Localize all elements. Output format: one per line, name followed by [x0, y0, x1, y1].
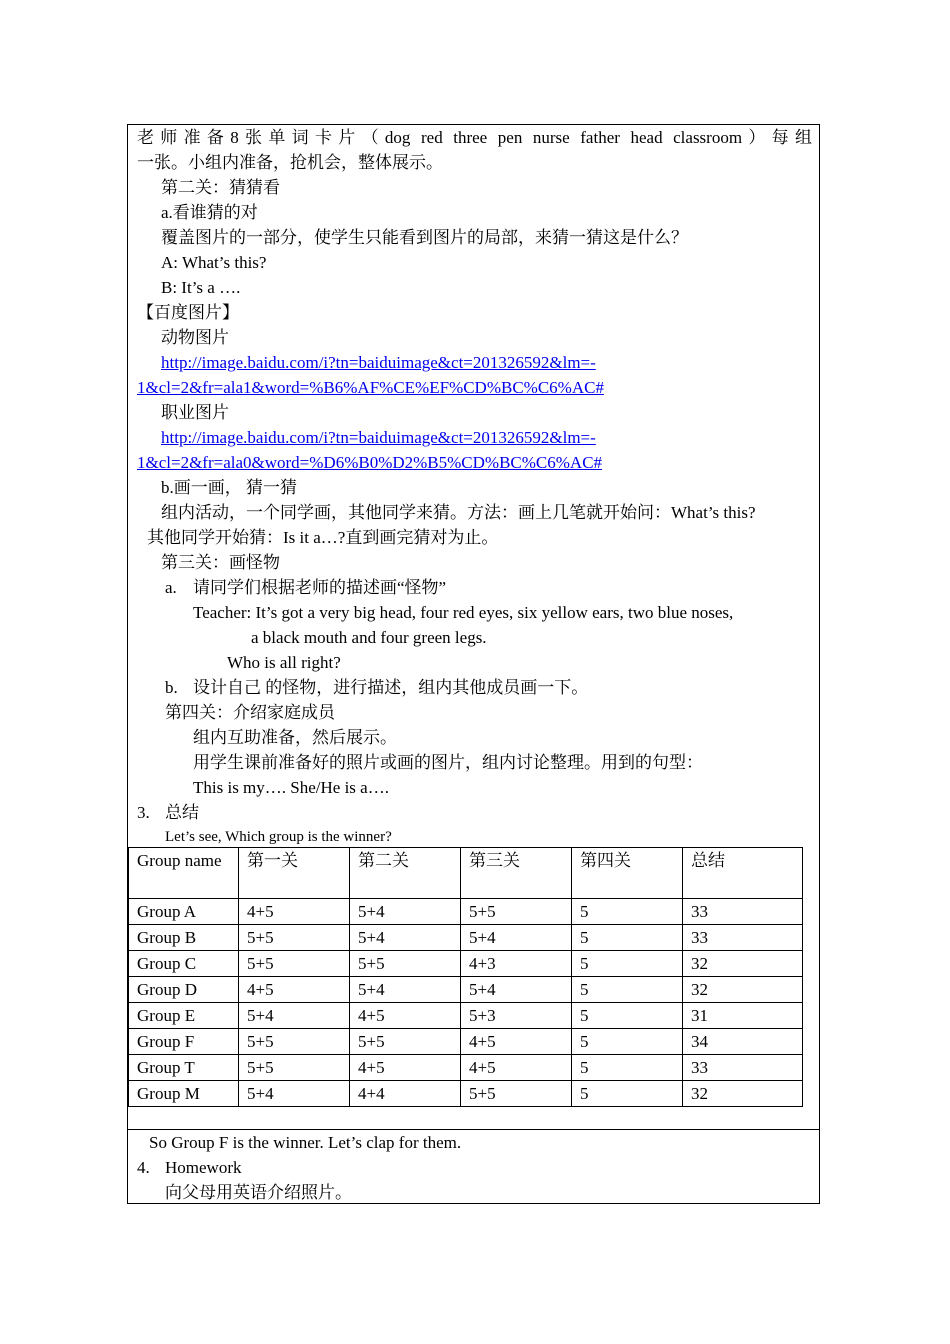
table-header-cell: 第一关	[239, 848, 350, 899]
level-2-activity-a: a.看谁猜的对	[161, 203, 258, 222]
table-cell: 5	[572, 1081, 683, 1107]
table-cell: 5	[572, 1055, 683, 1081]
table-cell: 5+5	[239, 925, 350, 951]
job-images-link-part-1[interactable]: http://image.baidu.com/i?tn=baiduimage&ct=201326592&lm=-	[161, 428, 596, 447]
animal-images-label: 动物图片	[161, 328, 229, 347]
table-cell: Group E	[129, 1003, 239, 1029]
table-cell: 5	[572, 1003, 683, 1029]
table-cell: 31	[683, 1003, 803, 1029]
table-cell: 5+5	[461, 899, 572, 925]
table-cell: 33	[683, 925, 803, 951]
table-cell: 4+3	[461, 951, 572, 977]
table-row	[129, 1003, 803, 1029]
table-cell: 4+5	[461, 1029, 572, 1055]
winner-statement: So Group F is the winner. Let’s clap for them.	[149, 1133, 462, 1152]
level-4-sentence-pattern: This is my…. She/He is a….	[193, 778, 389, 797]
table-cell: 5+5	[350, 951, 461, 977]
level-2-title: 第二关：猜猜看	[161, 178, 280, 197]
table-cell: 4+5	[239, 977, 350, 1003]
level-4-description-1: 组内互助准备，然后展示。	[193, 728, 397, 747]
table-cell: 5+4	[350, 899, 461, 925]
level-2-activity-b-description-1: 组内活动，一个同学画，其他同学来猜。方法：画上几笔就开始问：What’s this?	[161, 503, 756, 522]
table-cell: 5+5	[461, 1081, 572, 1107]
table-row	[129, 951, 803, 977]
table-cell: Group M	[129, 1081, 239, 1107]
dialog-answer: B: It’s a ….	[161, 278, 241, 297]
table-row	[129, 925, 803, 951]
table-cell: 5+4	[350, 977, 461, 1003]
level-3-item-a-marker: a.	[165, 578, 177, 597]
section-divider	[127, 1129, 820, 1130]
table-cell: 5+4	[239, 1081, 350, 1107]
table-cell: 5	[572, 951, 683, 977]
level-2-activity-b-description-2: 其他同学开始猜：Is it a…?直到画完猜对为止。	[147, 528, 499, 547]
table-cell: Group D	[129, 977, 239, 1003]
table-cell: 32	[683, 951, 803, 977]
level-2-activity-b: b.画一画， 猜一猜	[161, 478, 297, 497]
table-cell: 32	[683, 977, 803, 1003]
winner-question: Let’s see, Which group is the winner?	[165, 829, 392, 845]
level-3-item-b-text: 设计自己 的怪物，进行描述，组内其他成员画一下。	[193, 678, 589, 697]
teacher-description-line-3: Who is all right?	[227, 653, 341, 672]
job-images-label: 职业图片	[161, 403, 229, 422]
table-cell: 5+5	[239, 951, 350, 977]
table-header-cell: 总结	[683, 848, 803, 899]
teacher-description-line-1: Teacher: It’s got a very big head, four red eyes, six yellow ears, two blue noses,	[193, 603, 734, 622]
table-cell: 4+5	[239, 899, 350, 925]
table-cell: 5+5	[239, 1029, 350, 1055]
animal-images-link-part-1[interactable]: http://image.baidu.com/i?tn=baiduimage&ct=201326592&lm=-	[161, 353, 596, 372]
table-header-cell: 第四关	[572, 848, 683, 899]
table-cell: Group B	[129, 925, 239, 951]
table-cell: Group F	[129, 1029, 239, 1055]
table-cell: 5+4	[461, 925, 572, 951]
teacher-description-line-2: a black mouth and four green legs.	[251, 628, 487, 647]
table-cell: 34	[683, 1029, 803, 1055]
homework-description: 向父母用英语介绍照片。	[165, 1183, 352, 1202]
table-cell: 5+4	[239, 1003, 350, 1029]
table-header-row	[129, 848, 803, 899]
table-cell: 5	[572, 899, 683, 925]
table-cell: 5+3	[461, 1003, 572, 1029]
table-row	[129, 1029, 803, 1055]
dialog-question: A: What’s this?	[161, 253, 267, 272]
table-cell: 32	[683, 1081, 803, 1107]
table-header-cell: Group name	[129, 848, 239, 899]
table-cell: Group T	[129, 1055, 239, 1081]
table-cell: 33	[683, 899, 803, 925]
summary-marker: 3.	[137, 803, 150, 822]
level-2-activity-a-description: 覆盖图片的一部分，使学生只能看到图片的局部，来猜一猜这是什么？	[161, 228, 688, 247]
table-row	[129, 977, 803, 1003]
level-3-title: 第三关：画怪物	[161, 553, 280, 572]
table-cell: 5	[572, 925, 683, 951]
table-cell: 5+4	[350, 925, 461, 951]
card-prep-line-2: 一张。小组内准备，抢机会，整体展示。	[137, 153, 443, 172]
homework-marker: 4.	[137, 1158, 150, 1177]
table-row	[129, 899, 803, 925]
table-cell: 5+5	[350, 1029, 461, 1055]
table-cell: 33	[683, 1055, 803, 1081]
homework-title: Homework	[165, 1158, 242, 1177]
baidu-images-label: 【百度图片】	[137, 303, 239, 322]
card-prep-line-1: 老师准备8张单词卡片（dog red three pen nurse father head classroom）每组	[137, 128, 812, 147]
table-header-cell: 第二关	[350, 848, 461, 899]
table-cell: 5+5	[239, 1055, 350, 1081]
table-cell: 4+5	[461, 1055, 572, 1081]
level-3-item-a-text: 请同学们根据老师的描述画“怪物”	[193, 578, 447, 597]
table-cell: Group A	[129, 899, 239, 925]
table-cell: 4+5	[350, 1003, 461, 1029]
level-4-description-2: 用学生课前准备好的照片或画的图片，组内讨论整理。用到的句型：	[193, 753, 703, 772]
table-header-cell: 第三关	[461, 848, 572, 899]
level-4-title: 第四关：介绍家庭成员	[165, 703, 335, 722]
table-row	[129, 1055, 803, 1081]
table-cell: 4+5	[350, 1055, 461, 1081]
table-cell: 5	[572, 1029, 683, 1055]
table-cell: Group C	[129, 951, 239, 977]
job-images-link-part-2[interactable]: 1&cl=2&fr=ala0&word=%D6%B0%D2%B5%CD%BC%C6%AC#	[137, 453, 603, 472]
table-cell: 5+4	[461, 977, 572, 1003]
animal-images-link-part-2[interactable]: 1&cl=2&fr=ala1&word=%B6%AF%CE%EF%CD%BC%C6%AC#	[137, 378, 604, 397]
level-3-item-b-marker: b.	[165, 678, 178, 697]
table-row	[129, 1081, 803, 1107]
table-cell: 4+4	[350, 1081, 461, 1107]
score-table	[128, 847, 803, 1107]
summary-title: 总结	[165, 803, 199, 822]
table-cell: 5	[572, 977, 683, 1003]
